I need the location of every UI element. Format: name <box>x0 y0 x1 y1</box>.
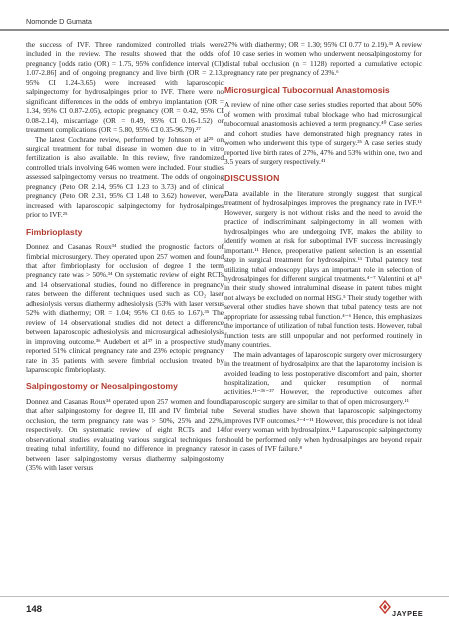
section-heading-discussion: DISCUSSION <box>224 173 280 184</box>
paragraph: 27% with diathermy; OR = 1.30; 95% CI 0.77 to 2.19).³⁵ A review of 10 case series in women who underwent neosalpingostomy for distal tubal occlusion (n = 1128) reported a cumulative ectopic pregnancy rate per pregnancy of 23%.⁶ <box>224 40 422 78</box>
publisher-name: JAYPEE <box>392 609 424 618</box>
left-column <box>26 40 224 472</box>
right-column <box>224 40 422 454</box>
section-heading-salpingostomy: Salpingostomy or Neosalpingostomy <box>26 381 178 392</box>
section-heading-fimbrioplasty: Fimbrioplasty <box>26 226 83 237</box>
header-rule <box>0 29 449 31</box>
paragraph: A review of nine other case series studies reported that about 50% of women with proximal tubal blockage who had microsurgical tubocornual anastomosis achieved a term pregnancy.⁴⁰ Case series and cohort studies have demonstrated high pregnancy rates in women who underwent this type of surgery.³⁵ A case series study reported live birth rates of 27%, 47% and 53% within one, two and 3.5 years of surgery respectively.⁴¹ <box>224 100 422 166</box>
jaypee-logo-icon <box>378 600 392 614</box>
paragraph: Donnez and Casanas Roux³⁴ operated upon 257 women and found that after salpingostomy for degree II, III and IV fimbrial tube occlusion, the term pregnancy rate was > 50%, 25% and 22%, respectively. On systematic review of eight RCTs and 14 observational studies evaluating various surgical techniques for treating tubal infertility, found no difference in pregnancy rates between laser salpingostomy versus diathermy salpingostomy (35% with laser versus <box>26 396 224 473</box>
running-head-author: Nomonde D Gumata <box>26 17 92 26</box>
paragraph: Data available in the literature strongly suggest that surgical treatment of hydrosalpinges improves the pregnancy rate in IVF.¹¹ However, surgery is not without risks and the need to avoid the practice of indiscriminant salpingectomy in all women with hydrosalpinges who are undergoing IVF, makes the ability to identify women at risk for suboptimal IVF success increasingly important.¹¹ Hence, preoperative patient selection is an essential step in surgical treatment for hydrosalpinx.¹¹ Tubal patency test utilizing tubal endoscopy plays an important role in selection of hydrosalpinges for different surgical treatments.⁴⁻⁷ Valentini et al⁵ in their study showed intraluminal disease in patent tubes might not always be excluded on normal HSG.⁵ Their study together with several other studies have shown that tubal patency tests are not appropriate for assessing tubal function.⁴⁻⁶ Hence, this emphasizes the importance of utilization of tubal function tests. However, tubal function tests are still unpopular and not performed routinely in many countries. <box>224 188 422 350</box>
paragraph: the success of IVF. Three randomized controlled trials were included in the review. The results showed that the odds of pregnancy [odds ratio (OR) = 1.75, 95% confidence interval (CI) 1.07-2.86] and of ongoing pregnancy and live birth (OR = 2.13, 95% CI 1.24-3.65) were increased with laparoscopic salpingectomy for hydrosalpinges prior to IVF. There were no significant differences in the odds of embryo implantation (OR = 1.34, 95% CI 0.87-2.05), ectopic pregnancy (OR = 0.42, 95% CI 0.08-2.14), miscarriage (OR = 0.49, 95% CI 0.16-1.52) or treatment complications (OR = 5.80, 95% CI 0.35-96.79).²⁷ <box>26 40 224 135</box>
paragraph: The main advantages of laparoscopic surgery over microsurgery in the treatment of hydrosalpinx are that the laparotomy incision is avoided leading to less postoperative discomfort and pain, shorter hospitalization, and quicker resumption of normal activities.¹¹⁻³⁶⁻³⁷ However, the reproductive outcomes after laparoscopic surgery are similar to that of open microsurgery.¹¹ <box>224 349 422 406</box>
publisher-logo <box>378 600 424 624</box>
footer-rule <box>0 596 449 597</box>
paragraph: Donnez and Casanas Roux³⁴ studied the prognostic factors of fimbrial microsurgery. They operated upon 257 women and found that after fimbrioplasty for occlusion of degree I the term pregnancy rate was > 50%.³⁴ On systematic review of eight RCTs and 14 observational studies, found no difference in pregnancy rates between the different techniques used such as CO₂ laser adhesiolysis versus diathermy adhesiolysis (53% with laser versus 52% with diathermy; OR = 1.04; 95% CI 0.65 to 1.67).³⁵ The review of 14 observational studies did not detect a difference between laparoscopic adhesiolysis and microsurgical adhesiolysis in improving outcome.³⁶ Audebert et al³⁷ in a prospective study reported 51% clinical pregnancy rate and 23% ectopic pregnancy rate in 35 patients with severe fimbrial occlusion treated by laparoscopic fimbrioplasty. <box>26 242 224 374</box>
page-number: 148 <box>26 604 43 615</box>
section-heading-tubocornual-anastomosis: Microsurgical Tubocornual Anastomosis <box>224 84 390 95</box>
paragraph: The latest Cochrane review, performed by Johnson et al²⁵ on surgical treatment for tubal disease in women due to in vitro fertilization is also available. In this review, five randomized controlled trials involving 646 women were included. Four studies assessed salpingectomy versus no treatment. The odds of ongoing pregnancy (Peto OR 2.14, 95% CI 1.23 to 3.73) and of clinical pregnancy (Peto OR 2.31, 95% CI 1.48 to 3.62) however, were increased with laparoscopic salpingectomy for hydrosalpinges prior to IVF.²⁵ <box>26 134 224 220</box>
paragraph: Several studies have shown that laparoscopic salpingectomy improves IVF outcomes.²⁻⁴⁻¹¹ However, this procedure is not ideal for every woman with hydrosalpinx.¹¹ Laparoscopic salpingectomy should be performed only when hydrosalpinges are beyond repair or in cases of IVF failure.⁸ <box>224 406 422 454</box>
